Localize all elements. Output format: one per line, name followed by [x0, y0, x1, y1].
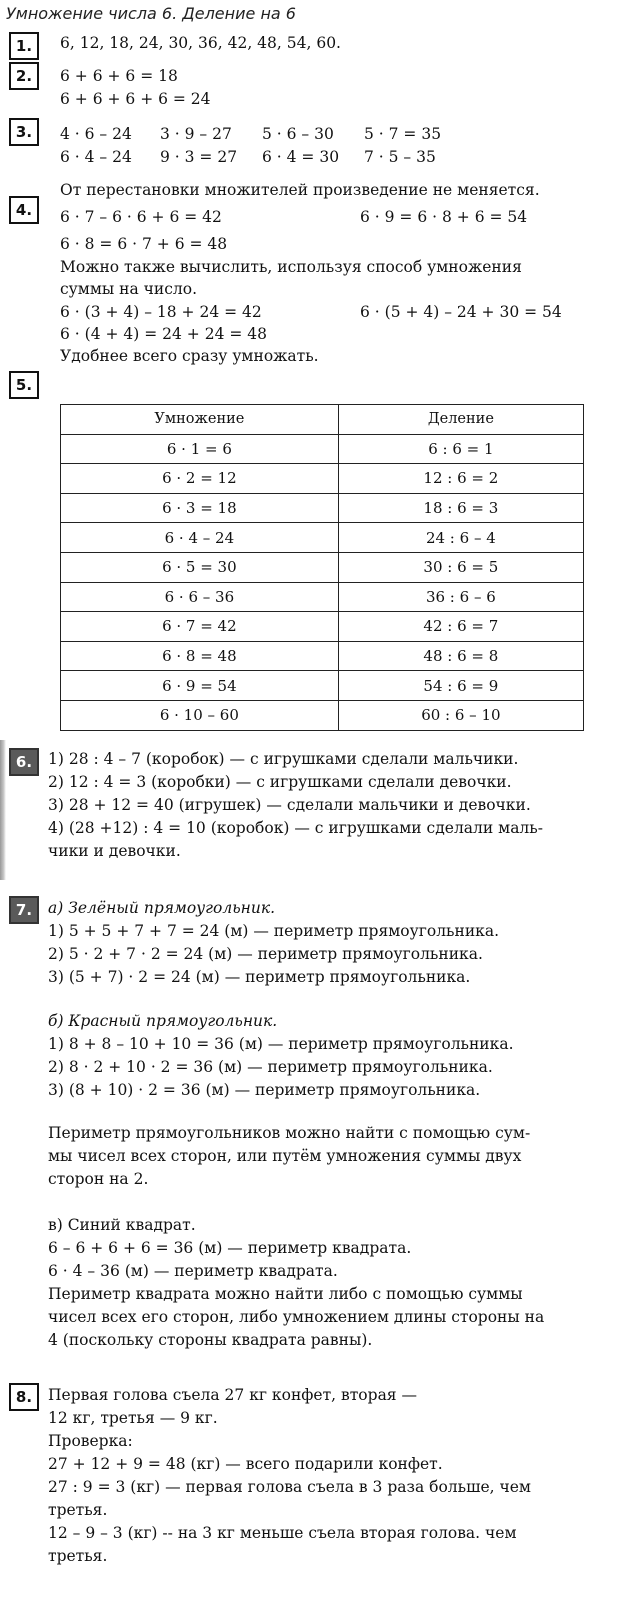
task-2-number: 2.	[9, 62, 39, 90]
table-cell: 6 · 1 = 6	[61, 434, 339, 464]
solution-line: 2) 12 : 4 = 3 (коробки) — с игрушками сделали девочки.	[48, 773, 512, 791]
table-row	[61, 671, 584, 701]
task-7-rect-note	[48, 1122, 578, 1191]
solution-line: 27 + 12 + 9 = 48 (кг) — всего подарили конфет.	[48, 1455, 443, 1473]
table-row	[61, 493, 584, 523]
table-row	[61, 464, 584, 494]
table-cell: 6 · 5 = 30	[61, 552, 339, 582]
table-cell: 6 · 2 = 12	[61, 464, 339, 494]
table-cell: 6 · 7 = 42	[61, 612, 339, 642]
table-cell: 6 · 3 = 18	[61, 493, 339, 523]
task-4-note: Можно также вычислить, используя способ умножения	[60, 258, 522, 276]
note-line: Периметр прямоугольников можно найти с помощью сум-	[48, 1124, 531, 1142]
task-4-note: суммы на число.	[60, 280, 198, 298]
table-cell: 60 : 6 – 10	[338, 700, 583, 730]
column-header: Деление	[338, 405, 583, 435]
table-cell: 12 : 6 = 2	[338, 464, 583, 494]
table-cell: 6 · 9 = 54	[61, 671, 339, 701]
task-3-expr: 6 · 4 = 30	[262, 148, 340, 166]
task-3-expr: 5 · 6 – 30	[262, 125, 334, 143]
task-4-expr: 6 · 9 = 6 · 8 + 6 = 54	[360, 208, 528, 226]
task-3-expr: 7 · 5 – 35	[364, 148, 436, 166]
task-3-expr: 6 · 4 – 24	[60, 148, 132, 166]
solution-line: 6 · 4 – 36 (м) — периметр квадрата.	[48, 1262, 338, 1280]
table-row	[61, 552, 584, 582]
multiplication-table	[60, 404, 584, 731]
table-cell: 6 : 6 = 1	[338, 434, 583, 464]
task-5-number: 5.	[9, 371, 39, 399]
solution-line: 4 (поскольку стороны квадрата равны).	[48, 1331, 373, 1349]
solution-line: 1) 28 : 4 – 7 (коробок) — с игрушками сделали мальчики.	[48, 750, 519, 768]
solution-line: 1) 5 + 5 + 7 + 7 = 24 (м) — периметр прямоугольника.	[48, 922, 500, 940]
subtask-title: в) Синий квадрат.	[48, 1216, 196, 1234]
table-row	[61, 523, 584, 553]
table-cell: 48 : 6 = 8	[338, 641, 583, 671]
solution-line: третья.	[48, 1501, 108, 1519]
task-4-expr: 6 · (3 + 4) – 18 + 24 = 42	[60, 303, 262, 321]
solution-line: 2) 5 · 2 + 7 · 2 = 24 (м) — периметр прямоугольника.	[48, 945, 483, 963]
solution-line: третья.	[48, 1547, 108, 1565]
task-4-expr: 6 · (5 + 4) – 24 + 30 = 54	[360, 303, 562, 321]
task-3-expr: 3 · 9 – 27	[160, 125, 232, 143]
table-cell: 6 · 6 – 36	[61, 582, 339, 612]
task-6-number: 6.	[9, 748, 39, 776]
solution-line: чисел всех его сторон, либо умножением длины стороны на	[48, 1308, 545, 1326]
table-row	[61, 641, 584, 671]
table-cell: 36 : 6 – 6	[338, 582, 583, 612]
table-row	[61, 700, 584, 730]
task-6-solution	[48, 748, 578, 863]
note-line: мы чисел всех сторон, или путём умножения суммы двух	[48, 1147, 522, 1165]
solution-line: Первая голова съела 27 кг конфет, вторая —	[48, 1386, 418, 1404]
solution-line: 6 – 6 + 6 + 6 = 36 (м) — периметр квадрата.	[48, 1239, 412, 1257]
solution-line: 1) 8 + 8 – 10 + 10 = 36 (м) — периметр прямоугольника.	[48, 1035, 514, 1053]
task-4-expr: 6 · 7 – 6 · 6 + 6 = 42	[60, 208, 222, 226]
solution-line: 3) (8 + 10) · 2 = 36 (м) — периметр прямоугольника.	[48, 1081, 481, 1099]
solution-line: 3) 28 + 12 = 40 (игрушек) — сделали мальчики и девочки.	[48, 796, 531, 814]
task-4-expr: 6 · (4 + 4) = 24 + 24 = 48	[60, 325, 267, 343]
solution-line: 4) (28 +12) : 4 = 10 (коробок) — с игрушками сделали маль-	[48, 819, 543, 837]
task-4-expr: 6 · 8 = 6 · 7 + 6 = 48	[60, 235, 228, 253]
task-4-intro: От перестановки множителей произведение не меняется.	[60, 181, 540, 199]
solution-line: 3) (5 + 7) · 2 = 24 (м) — периметр прямоугольника.	[48, 968, 471, 986]
task-2-line: 6 + 6 + 6 + 6 = 24	[60, 90, 211, 108]
table-cell: 6 · 8 = 48	[61, 641, 339, 671]
solution-line: Периметр квадрата можно найти либо с помощью суммы	[48, 1285, 523, 1303]
table-cell: 42 : 6 = 7	[338, 612, 583, 642]
task-4-conclusion: Удобнее всего сразу умножать.	[60, 347, 319, 365]
task-4-number: 4.	[9, 196, 39, 224]
task-7-solution-a	[48, 897, 578, 989]
task-7-number: 7.	[9, 896, 39, 924]
table-header-row	[61, 405, 584, 435]
solution-line: Проверка:	[48, 1432, 133, 1450]
table-cell: 54 : 6 = 9	[338, 671, 583, 701]
table-cell: 6 · 4 – 24	[61, 523, 339, 553]
table-cell: 24 : 6 – 4	[338, 523, 583, 553]
table-row	[61, 582, 584, 612]
solution-line: 12 кг, третья — 9 кг.	[48, 1409, 218, 1427]
task-2-line: 6 + 6 + 6 = 18	[60, 67, 178, 85]
task-7-solution-b	[48, 1010, 578, 1102]
solution-line: 12 – 9 – 3 (кг) -- на 3 кг меньше съела вторая голова. чем	[48, 1524, 517, 1542]
table-row	[61, 434, 584, 464]
task-1-number: 1.	[9, 32, 39, 60]
task-3-expr: 4 · 6 – 24	[60, 125, 132, 143]
note-line: сторон на 2.	[48, 1170, 149, 1188]
task-1-text: 6, 12, 18, 24, 30, 36, 42, 48, 54, 60.	[60, 34, 341, 52]
subtask-title: б) Красный прямоугольник.	[48, 1012, 278, 1030]
table-cell: 18 : 6 = 3	[338, 493, 583, 523]
table-row	[61, 612, 584, 642]
page-title: Умножение числа 6. Деление на 6	[6, 4, 296, 23]
task-8-solution	[48, 1384, 578, 1568]
solution-line: чики и девочки.	[48, 842, 181, 860]
task-3-number: 3.	[9, 118, 39, 146]
column-header: Умножение	[61, 405, 339, 435]
task-3-expr: 9 · 3 = 27	[160, 148, 238, 166]
table-cell: 6 · 10 – 60	[61, 700, 339, 730]
solution-line: 27 : 9 = 3 (кг) — первая голова съела в 3 раза больше, чем	[48, 1478, 531, 1496]
solution-line: 2) 8 · 2 + 10 · 2 = 36 (м) — периметр прямоугольника.	[48, 1058, 493, 1076]
task-7-solution-c	[48, 1214, 578, 1352]
scan-shadow	[0, 740, 6, 880]
task-3-expr: 5 · 7 = 35	[364, 125, 442, 143]
task-8-number: 8.	[9, 1383, 39, 1411]
subtask-title: а) Зелёный прямоугольник.	[48, 899, 276, 917]
table-cell: 30 : 6 = 5	[338, 552, 583, 582]
